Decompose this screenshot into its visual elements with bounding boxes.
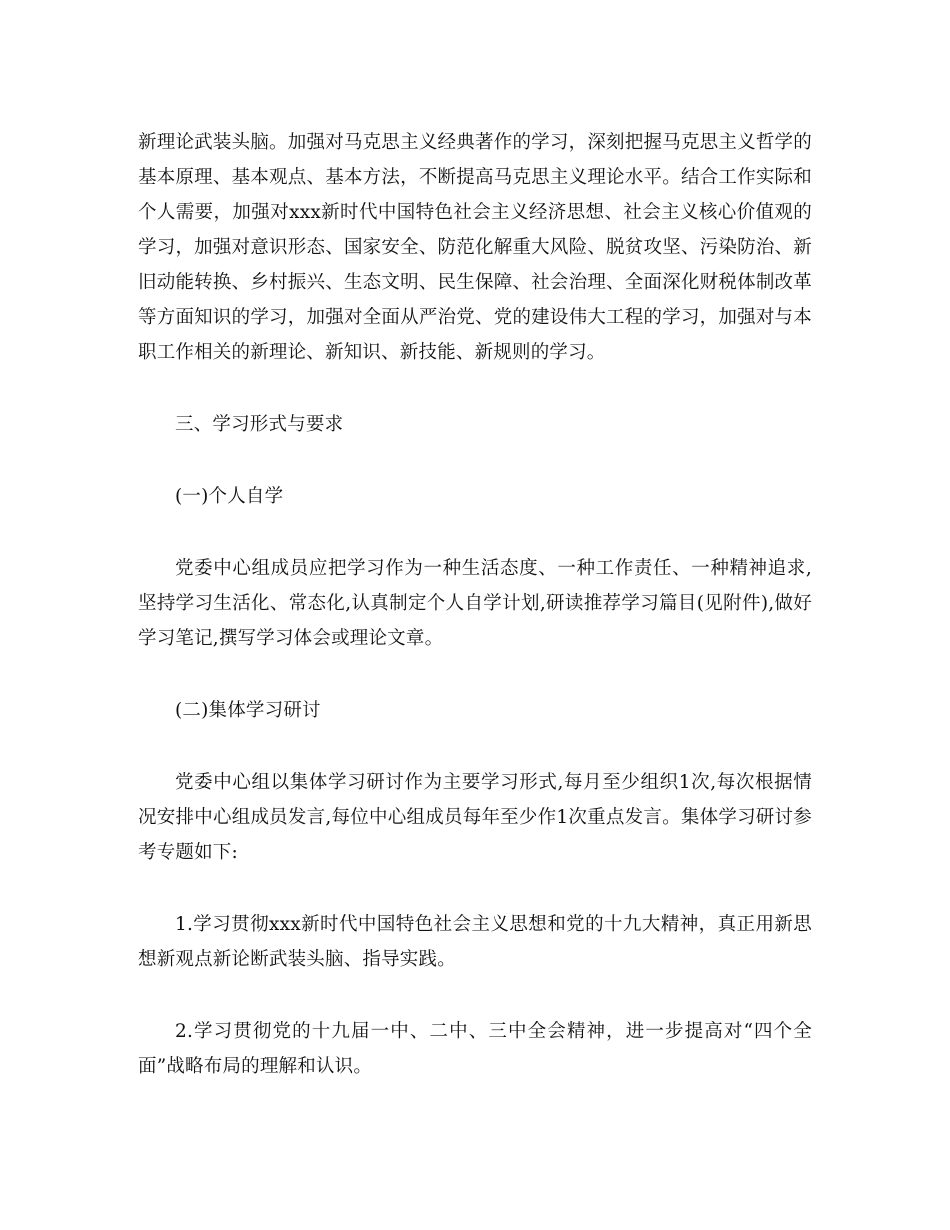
paragraph-self-study: 党委中心组成员应把学习作为一种生活态度、一种工作责任、一种精神追求,坚持学习生活化、常态化,认真制定个人自学计划,研读推荐学习篇目(见附件),做好学习笔记,撰写学习体会或理论文章。: [138, 558, 812, 649]
paragraph-study-content: 新理论武装头脑。加强对马克思主义经典著作的学习，深刻把握马克思主义哲学的基本原理、基本观点、基本方法，不断提高马克思主义理论水平。结合工作实际和个人需要，加强对xxx新时代中国特色社会主义经济思想、社会主义核心价值观的学习，加强对意识形态、国家安全、防范化解重大风险、脱贫攻坚、污染防治、新旧动能转换、乡村振兴、生态文明、民生保障、社会治理、全面深化财税体制改革等方面知识的学习，加强对全面从严治党、党的建设伟大工程的学习，加强对与本职工作相关的新理论、新知识、新技能、新规则的学习。: [138, 132, 812, 363]
list-item-topic-1: 1.学习贯彻xxx新时代中国特色社会主义思想和党的十九大精神，真正用新思想新观点新论断武装头脑、指导实践。: [138, 914, 812, 970]
list-item-topic-2: 2.学习贯彻党的十九届一中、二中、三中全会精神，进一步提高对“四个全面”战略布局的理解和认识。: [138, 1021, 812, 1077]
document-body: [138, 125, 812, 1084]
subsection-heading-self-study: (一)个人自学: [175, 486, 284, 507]
paragraph-group-study: 党委中心组以集体学习研讨作为主要学习形式,每月至少组织1次,每次根据情况安排中心组成员发言,每位中心组成员每年至少作1次重点发言。集体学习研讨参考专题如下:: [138, 772, 812, 863]
subsection-heading-group-study: (二)集体学习研讨: [175, 700, 321, 721]
section-heading-study-form: 三、学习形式与要求: [175, 414, 344, 435]
